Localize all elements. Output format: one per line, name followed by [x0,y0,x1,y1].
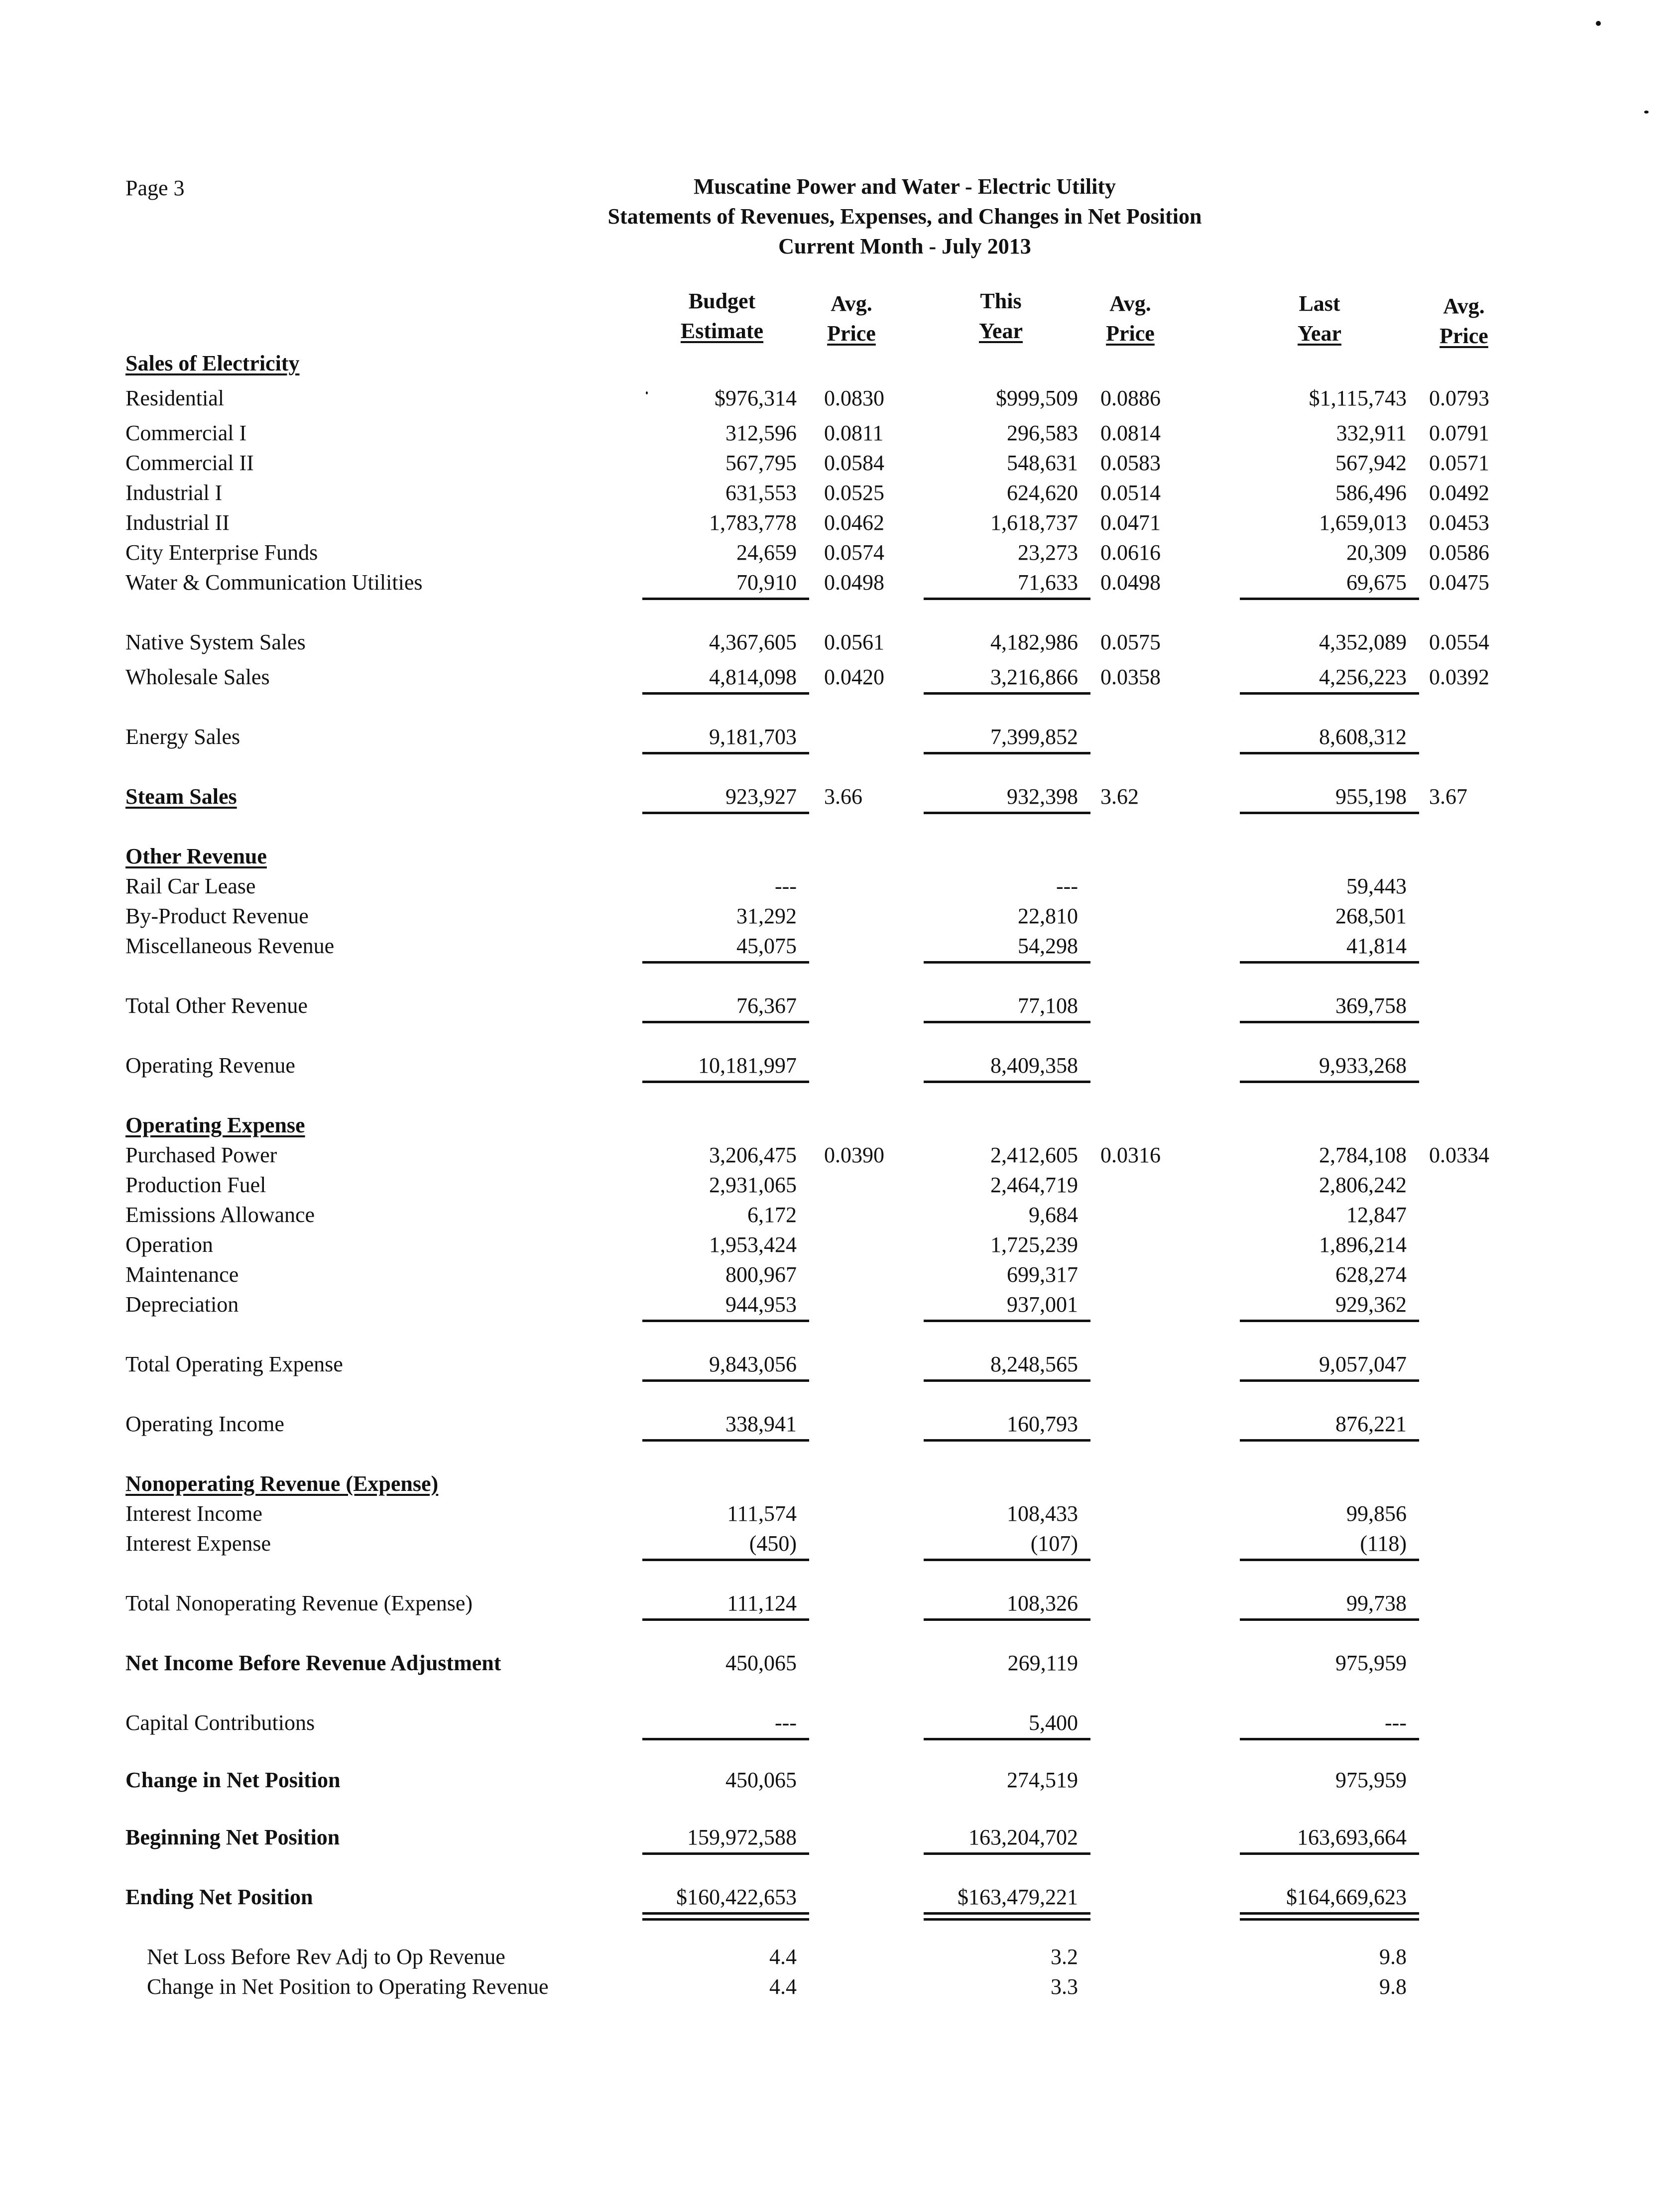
row-label: Energy Sales [125,725,240,749]
budget-value: 4.4 [769,1945,797,1969]
header-last-year: Last Year [1298,291,1341,346]
row-energy-sales [0,722,1680,752]
budget-avg-price: 0.0584 [824,451,884,475]
header-last-avg-price: Avg. Price [1440,294,1488,348]
last-year-value: $1,115,743 [1309,386,1407,410]
underline-rule [1240,1439,1419,1442]
row-industrial-i [0,478,1680,508]
this-year-value: 548,631 [1007,451,1078,475]
row-net-loss-before-rev-adj-to-op-revenue [0,1942,1680,1972]
budget-value: 9,843,056 [709,1352,797,1376]
last-year-value: 1,896,214 [1319,1232,1407,1257]
last-year-value: 20,309 [1346,540,1407,565]
row-total-other-revenue [0,991,1680,1021]
underline-rule [924,1852,1090,1855]
last-year-avg-price: 0.0791 [1429,421,1489,445]
row-label: Steam Sales [125,784,237,809]
budget-value: 450,065 [725,1651,797,1675]
header-this-year: This Year [979,289,1023,343]
this-year-value: 624,620 [1007,481,1078,505]
row-label: Beginning Net Position [125,1825,340,1849]
last-year-value: 9,933,268 [1319,1053,1407,1078]
budget-value: 4.4 [769,1974,797,1999]
row-depreciation [0,1290,1680,1320]
this-year-value: $163,479,221 [958,1885,1078,1909]
budget-value: $976,314 [715,386,797,410]
this-year-value: 937,001 [1007,1292,1078,1317]
underline-rule [642,1618,809,1621]
row-label: Industrial I [125,481,223,505]
last-year-avg-price: 0.0453 [1429,510,1489,535]
underline-rule [1240,812,1419,814]
last-year-value: 876,221 [1335,1412,1407,1436]
budget-avg-price: 0.0498 [824,570,884,595]
report-title [0,172,1680,261]
underline-rule [1240,1021,1419,1023]
underline-rule [924,752,1090,754]
this-year-avg-price: 0.0886 [1100,386,1161,410]
this-year-value: (107) [1030,1531,1078,1556]
last-year-value: 628,274 [1335,1262,1407,1287]
budget-avg-price: 0.0830 [824,386,884,410]
row-label: Total Operating Expense [125,1352,343,1376]
underline-rule [1240,1852,1419,1855]
budget-value: 31,292 [736,904,797,928]
row-operating-income [0,1409,1680,1439]
this-year-value: 932,398 [1007,784,1078,809]
last-year-value: 59,443 [1346,874,1407,898]
row-label: Total Other Revenue [125,993,308,1018]
underline-rule [642,1559,809,1561]
last-year-value: 99,738 [1346,1591,1407,1615]
underline-rule [924,1918,1090,1921]
this-year-value: 3.2 [1051,1945,1078,1969]
row-label: Operating Expense [125,1113,305,1137]
row-label: Total Nonoperating Revenue (Expense) [125,1591,473,1615]
last-year-avg-price: 0.0586 [1429,540,1489,565]
budget-value: 450,065 [725,1768,797,1792]
row-operating-revenue [0,1051,1680,1081]
row-interest-expense [0,1529,1680,1559]
row-total-nonoperating-revenue-expense [0,1588,1680,1618]
last-year-value: 567,942 [1335,451,1407,475]
last-year-value: 9.8 [1379,1974,1407,1999]
this-year-value: 163,204,702 [968,1825,1078,1849]
this-year-value: 269,119 [1007,1651,1078,1675]
underline-rule [1240,1081,1419,1083]
budget-value: $160,422,653 [676,1885,797,1909]
last-year-value: 9,057,047 [1319,1352,1407,1376]
budget-value: 9,181,703 [709,725,797,749]
underline-rule [924,1559,1090,1561]
row-label: Miscellaneous Revenue [125,934,335,958]
page-number: Page 3 [125,176,185,200]
last-year-avg-price: 0.0492 [1429,481,1489,505]
underline-rule [924,1081,1090,1083]
row-label: Net Income Before Revenue Adjustment [125,1651,501,1675]
underline-rule [1240,1738,1419,1740]
row-net-income-before-revenue-adjustment [0,1648,1680,1678]
last-year-value: 4,352,089 [1319,630,1407,654]
underline-rule [924,1618,1090,1621]
budget-avg-price: 0.0525 [824,481,884,505]
last-year-value: 12,847 [1346,1203,1407,1227]
this-year-value: 108,326 [1007,1591,1078,1615]
budget-avg-price: 0.0390 [824,1143,884,1167]
row-ending-net-position [0,1882,1680,1912]
last-year-value: 8,608,312 [1319,725,1407,749]
last-year-value: $164,669,623 [1286,1885,1407,1909]
budget-value: 111,124 [727,1591,797,1615]
this-year-value: 2,464,719 [990,1173,1078,1197]
underline-rule [642,1021,809,1023]
row-label: Sales of Electricity [125,351,300,375]
row-commercial-i [0,418,1680,448]
this-year-value: 71,633 [1018,570,1078,595]
underline-rule [924,1738,1090,1740]
this-year-avg-price: 0.0471 [1100,510,1161,535]
last-year-value: 586,496 [1335,481,1407,505]
last-year-value: 332,911 [1336,421,1407,445]
row-miscellaneous-revenue [0,931,1680,961]
row-emissions-allowance [0,1200,1680,1230]
row-label: Emissions Allowance [125,1203,315,1227]
row-label: City Enterprise Funds [125,540,318,565]
last-year-value: 9.8 [1379,1945,1407,1969]
underline-rule [642,1918,809,1921]
title-statement: Statements of Revenues, Expenses, and Changes in Net Position [607,204,1202,229]
row-label: Maintenance [125,1262,239,1287]
budget-value: 3,206,475 [709,1143,797,1167]
underline-rule [1240,752,1419,754]
row-label: Operating Revenue [125,1053,295,1078]
section-header-nonoperating-revenue-expense [0,1469,1680,1499]
this-year-value: 699,317 [1007,1262,1078,1287]
budget-value: 567,795 [725,451,797,475]
title-period: Current Month - July 2013 [778,234,1031,258]
last-year-value: 41,814 [1346,934,1407,958]
underline-rule [642,1852,809,1855]
this-year-value: 7,399,852 [990,725,1078,749]
row-water-communication-utilities [0,568,1680,598]
budget-value: 76,367 [736,993,797,1018]
underline-rule [924,812,1090,814]
budget-value: 4,367,605 [709,630,797,654]
this-year-value: 5,400 [1029,1710,1078,1735]
budget-value: 24,659 [736,540,797,565]
underline-rule [924,961,1090,964]
row-label: Ending Net Position [125,1885,313,1909]
this-year-avg-price: 0.0814 [1100,421,1161,445]
row-label: By-Product Revenue [125,904,309,928]
underline-rule [1240,1320,1419,1322]
budget-value: (450) [749,1531,797,1556]
row-label: Rail Car Lease [125,874,256,898]
underline-rule [1240,1912,1419,1915]
last-year-value: 4,256,223 [1319,665,1407,689]
row-maintenance [0,1260,1680,1290]
row-interest-income [0,1499,1680,1529]
underline-rule [1240,1379,1419,1382]
budget-avg-price: 0.0420 [824,665,884,689]
last-year-avg-price: 0.0334 [1429,1143,1489,1167]
row-label: Capital Contributions [125,1710,315,1735]
underline-rule [642,598,809,600]
this-year-avg-price: 0.0498 [1100,570,1161,595]
underline-rule [642,692,809,695]
budget-value: 800,967 [725,1262,797,1287]
row-operation [0,1230,1680,1260]
underline-rule [924,692,1090,695]
row-label: Commercial I [125,421,247,445]
last-year-value: 929,362 [1335,1292,1407,1317]
row-label: Interest Expense [125,1531,271,1556]
underline-rule [642,1379,809,1382]
budget-avg-price: 0.0462 [824,510,884,535]
last-year-value: 2,784,108 [1319,1143,1407,1167]
budget-value: 631,553 [725,481,797,505]
underline-rule [1240,961,1419,964]
this-year-value: 77,108 [1018,993,1078,1018]
row-label: Interest Income [125,1501,262,1526]
row-commercial-ii [0,448,1680,478]
budget-value: 45,075 [736,934,797,958]
last-year-value: 369,758 [1335,993,1407,1018]
last-year-value: 1,659,013 [1319,510,1407,535]
last-year-avg-price: 0.0554 [1429,630,1489,654]
last-year-avg-price: 0.0793 [1429,386,1489,410]
last-year-value: --- [1385,1710,1407,1735]
budget-value: 10,181,997 [698,1053,797,1078]
this-year-value: 2,412,605 [990,1143,1078,1167]
budget-value: 338,941 [725,1412,797,1436]
scan-speck [1644,111,1649,114]
header-this-avg-price: Avg. Price [1106,291,1155,346]
last-year-avg-price: 0.0475 [1429,570,1489,595]
budget-value: 944,953 [725,1292,797,1317]
this-year-value: 22,810 [1018,904,1078,928]
row-label: Wholesale Sales [125,665,270,689]
budget-value: 159,972,588 [687,1825,797,1849]
this-year-avg-price: 0.0575 [1100,630,1161,654]
this-year-avg-price: 0.0583 [1100,451,1161,475]
budget-value: 4,814,098 [709,665,797,689]
underline-rule [1240,1618,1419,1621]
underline-rule [642,1439,809,1442]
this-year-value: 8,409,358 [990,1053,1078,1078]
row-residential [0,383,1680,413]
budget-value: 1,783,778 [709,510,797,535]
budget-avg-price: 0.0811 [824,421,884,445]
this-year-value: 160,793 [1007,1412,1078,1436]
this-year-value: --- [1056,874,1078,898]
underline-rule [924,1379,1090,1382]
last-year-value: 955,198 [1335,784,1407,809]
budget-avg-price: 0.0561 [824,630,884,654]
this-year-value: 9,684 [1029,1203,1078,1227]
underline-rule [924,1021,1090,1023]
row-purchased-power [0,1140,1680,1170]
row-change-in-net-position [0,1765,1680,1795]
underline-rule [1240,1918,1419,1921]
row-wholesale-sales [0,662,1680,692]
scan-speck [1596,21,1601,26]
row-capital-contributions [0,1708,1680,1738]
underline-rule [642,1320,809,1322]
row-label: Other Revenue [125,844,267,868]
this-year-avg-price: 0.0616 [1100,540,1161,565]
row-label: Nonoperating Revenue (Expense) [125,1471,439,1496]
underline-rule [642,812,809,814]
last-year-avg-price: 3.67 [1429,784,1467,809]
this-year-avg-price: 3.62 [1100,784,1139,809]
underline-rule [642,961,809,964]
this-year-value: 1,618,737 [990,510,1078,535]
budget-value: 2,931,065 [709,1173,797,1197]
last-year-value: 163,693,664 [1297,1825,1407,1849]
last-year-value: 975,959 [1335,1651,1407,1675]
title-entity: Muscatine Power and Water - Electric Utility [693,174,1116,199]
section-header-operating-expense [0,1110,1680,1140]
last-year-value: (118) [1360,1531,1407,1556]
budget-value: 1,953,424 [709,1232,797,1257]
budget-value: 923,927 [725,784,797,809]
underline-rule [924,598,1090,600]
row-label: Residential [125,386,224,410]
row-native-system-sales [0,627,1680,657]
budget-avg-price: 3.66 [824,784,862,809]
this-year-avg-price: 0.0316 [1100,1143,1161,1167]
budget-value: 312,596 [725,421,797,445]
row-label: Production Fuel [125,1173,266,1197]
row-label: Operating Income [125,1412,284,1436]
row-label: Net Loss Before Rev Adj to Op Revenue [147,1945,505,1969]
budget-value: 6,172 [747,1203,797,1227]
last-year-value: 99,856 [1346,1501,1407,1526]
last-year-value: 2,806,242 [1319,1173,1407,1197]
this-year-avg-price: 0.0514 [1100,481,1161,505]
underline-rule [642,1738,809,1740]
row-label: Industrial II [125,510,230,535]
this-year-value: 4,182,986 [990,630,1078,654]
underline-rule [642,1081,809,1083]
this-year-value: 3,216,866 [990,665,1078,689]
row-production-fuel [0,1170,1680,1200]
row-label: Operation [125,1232,213,1257]
this-year-value: 3.3 [1051,1974,1078,1999]
budget-avg-price: 0.0574 [824,540,884,565]
row-total-operating-expense [0,1349,1680,1379]
this-year-value: 23,273 [1018,540,1078,565]
last-year-avg-price: 0.0392 [1429,665,1489,689]
last-year-value: 268,501 [1335,904,1407,928]
row-by-product-revenue [0,901,1680,931]
section-header-sales-of-electricity [0,349,1680,378]
last-year-avg-price: 0.0571 [1429,451,1489,475]
this-year-value: 54,298 [1018,934,1078,958]
underline-rule [924,1320,1090,1322]
row-rail-car-lease [0,871,1680,901]
underline-rule [924,1912,1090,1915]
underline-rule [1240,692,1419,695]
this-year-value: 8,248,565 [990,1352,1078,1376]
underline-rule [642,1912,809,1915]
row-label: Water & Communication Utilities [125,570,423,595]
this-year-value: 296,583 [1007,421,1078,445]
last-year-value: 975,959 [1335,1768,1407,1792]
this-year-value: 274,519 [1007,1768,1078,1792]
row-beginning-net-position [0,1823,1680,1852]
section-header-other-revenue [0,842,1680,871]
header-budget-avg-price: Avg. Price [827,291,876,346]
row-steam-sales [0,782,1680,812]
row-city-enterprise-funds [0,538,1680,568]
budget-value: --- [775,1710,797,1735]
underline-rule [642,752,809,754]
budget-value: 70,910 [736,570,797,595]
this-year-value: 1,725,239 [990,1232,1078,1257]
underline-rule [1240,1559,1419,1561]
row-label: Change in Net Position [125,1768,341,1792]
last-year-value: 69,675 [1346,570,1407,595]
row-change-in-net-position-to-operating-revenue [0,1972,1680,2002]
underline-rule [1240,598,1419,600]
underline-rule [924,1439,1090,1442]
row-label: Depreciation [125,1292,239,1317]
header-budget-estimate: Budget Estimate [680,289,764,343]
row-industrial-ii [0,508,1680,538]
budget-value: 111,574 [727,1501,797,1526]
row-label: Commercial II [125,451,254,475]
this-year-value: 108,433 [1007,1501,1078,1526]
this-year-avg-price: 0.0358 [1100,665,1161,689]
row-label: Purchased Power [125,1143,277,1167]
this-year-value: $999,509 [996,386,1078,410]
row-label: Change in Net Position to Operating Revenue [147,1974,549,1999]
row-label: Native System Sales [125,630,306,654]
budget-value: --- [775,874,797,898]
